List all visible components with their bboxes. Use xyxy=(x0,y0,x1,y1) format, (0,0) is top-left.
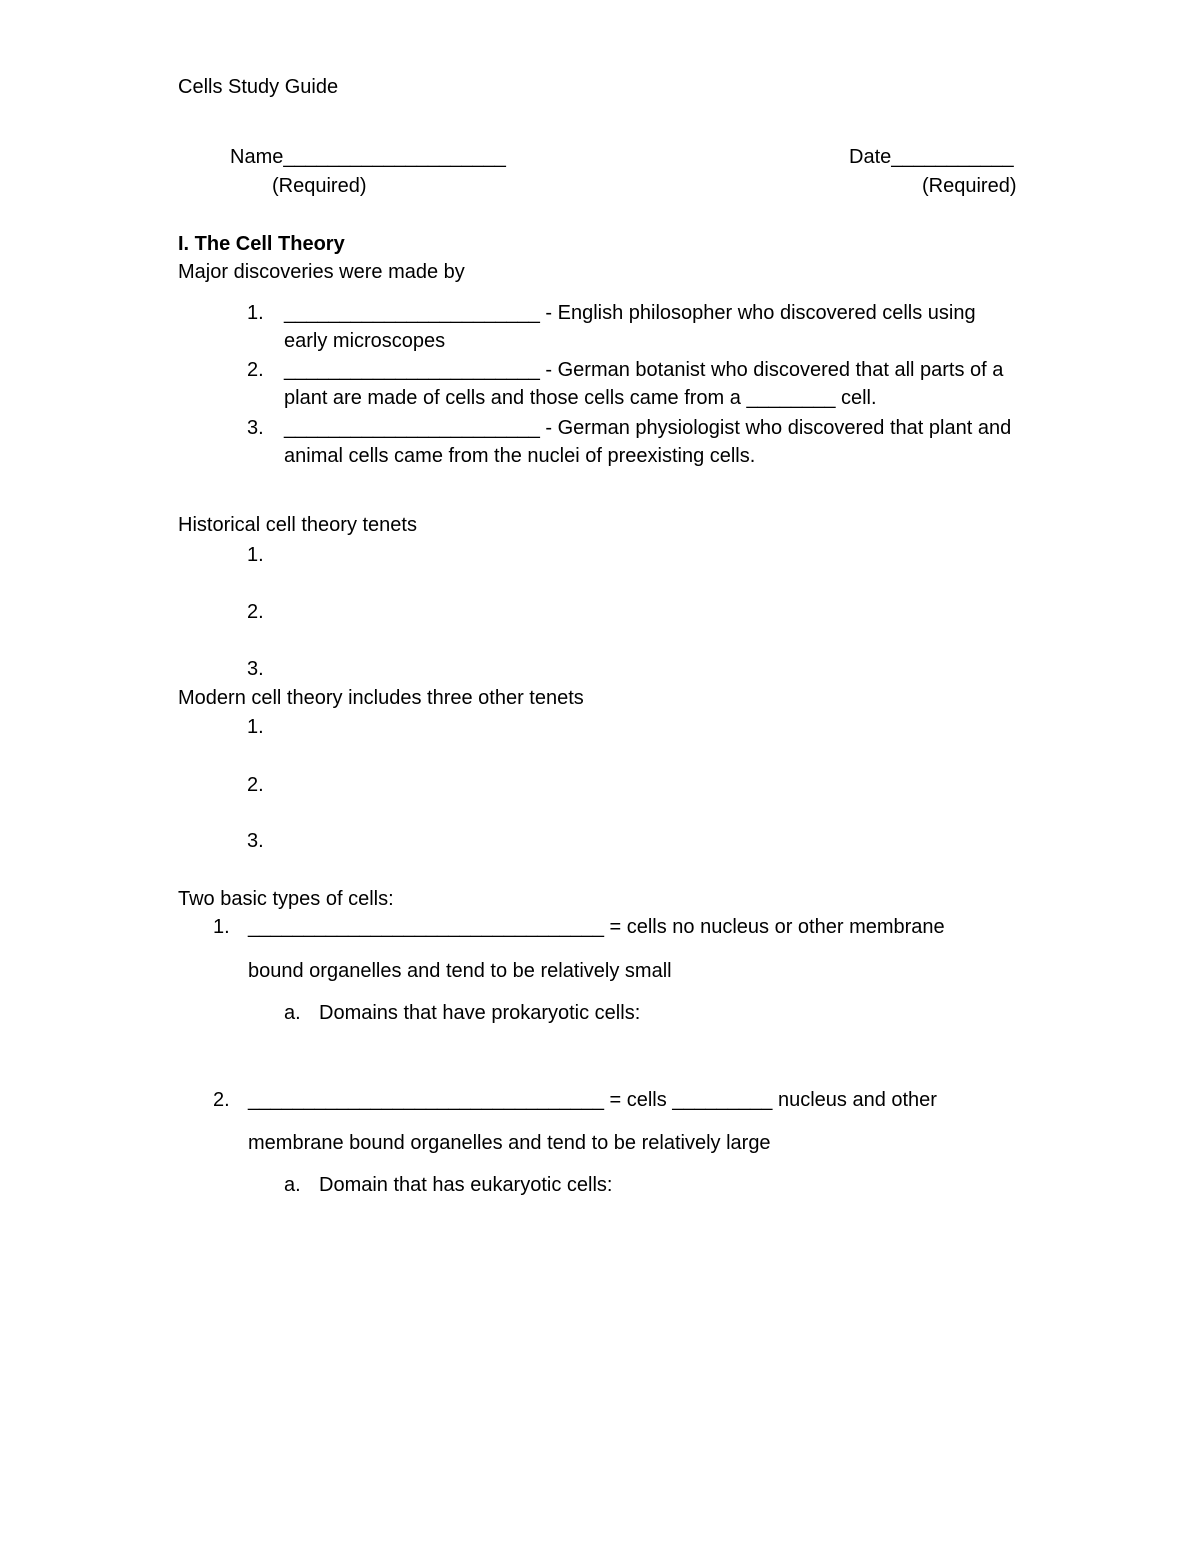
eukaryote-definition-line2: membrane bound organelles and tend to be relatively large xyxy=(248,1132,771,1154)
section-heading-cell-theory: I. The Cell Theory xyxy=(178,233,345,255)
list-number: 1. xyxy=(213,916,230,938)
list-number: 1. xyxy=(247,544,264,566)
discovery-item: _______________________ - English philosopher who discovered cells using early microscopes xyxy=(284,302,976,352)
modern-tenets-heading: Modern cell theory includes three other tenets xyxy=(178,687,584,709)
list-number: 2. xyxy=(213,1089,230,1111)
list-number: 1. xyxy=(247,302,264,324)
list-number: 3. xyxy=(247,417,264,439)
prokaryote-domains-prompt: Domains that have prokaryotic cells: xyxy=(319,1002,641,1024)
date-required-note: (Required) xyxy=(922,175,1017,197)
list-number: 2. xyxy=(247,774,264,796)
discoveries-intro: Major discoveries were made by xyxy=(178,261,465,283)
cell-types-heading: Two basic types of cells: xyxy=(178,888,394,910)
list-number: 3. xyxy=(247,830,264,852)
historical-tenets-heading: Historical cell theory tenets xyxy=(178,514,417,536)
discovery-item: _______________________ - German physiologist who discovered that plant and animal cells came from the nuclei of preexisting cells. xyxy=(284,417,1012,467)
eukaryote-definition-line1: ________________________________ = cells _________ nucleus and other xyxy=(248,1089,937,1111)
prokaryote-definition-line1: ________________________________ = cells no nucleus or other membrane xyxy=(248,916,945,938)
sub-letter: a. xyxy=(284,1174,301,1196)
discovery-item: _______________________ - German botanist who discovered that all parts of a plant are made of cells and those cells came from a ________ cell. xyxy=(284,359,1004,409)
name-required-note: (Required) xyxy=(272,175,367,197)
list-number: 3. xyxy=(247,658,264,680)
prokaryote-definition-line2: bound organelles and tend to be relatively small xyxy=(248,960,672,982)
name-field: Name____________________ xyxy=(230,146,506,168)
eukaryote-domain-prompt: Domain that has eukaryotic cells: xyxy=(319,1174,613,1196)
list-number: 1. xyxy=(247,716,264,738)
list-number: 2. xyxy=(247,359,264,381)
date-field: Date___________ xyxy=(849,146,1014,168)
list-number: 2. xyxy=(247,601,264,623)
document-title: Cells Study Guide xyxy=(178,76,339,98)
sub-letter: a. xyxy=(284,1002,301,1024)
